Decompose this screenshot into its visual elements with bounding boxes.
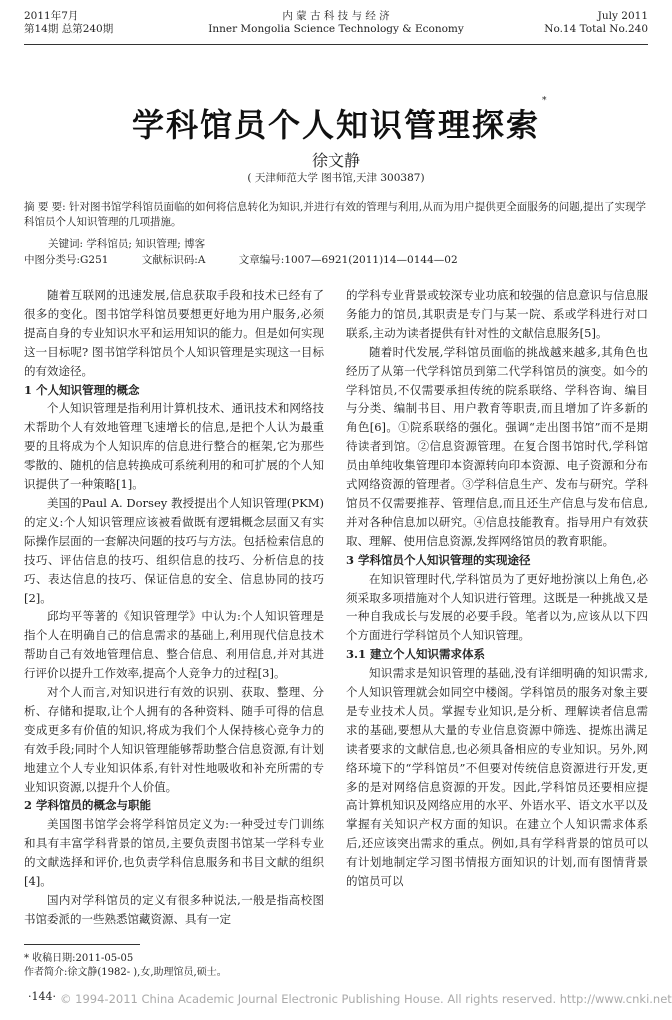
paragraph: 美国的Paul A. Dorsey 教授提出个人知识管理(PKM)的定义:个人知识管理应该被看做既有逻辑概念层面又有实际操作层面的一套解决问题的技巧与方法。包括检索信息的技巧、评估信息的技巧、组织信息的技巧、分析信息的技巧、表达信息的技巧、保证信息的安全、信息协同的技巧[2]。 (24, 495, 324, 605)
paragraph: 对个人而言,对知识进行有效的识别、获取、整理、分析、存储和提取,让个人拥有的各种资料、随手可得的信息变成更多有价值的知识,将成为我们个人保持核心竞争力的有效手段;同时个人知识管理能够帮助整合信息资源,有计划地建立个人专业知识体系,有针对性地吸收和补充所需的专业知识资源,以提升个人价值。 (24, 685, 324, 794)
paragraph: 国内对学科馆员的定义有很多种说法,一般是指高校图书馆委派的一些熟悉馆藏资源、具有一定 (24, 893, 324, 926)
paper-title: 学科馆员个人知识管理探索 (131, 106, 540, 144)
header-issue-en: No.14 Total No.240 (544, 23, 648, 35)
left-column (24, 286, 324, 929)
cnki-watermark: © 1994-2011 China Academic Journal Electronic Publishing House. All rights reserved. http://www.cnki.net (60, 992, 672, 1006)
clc-number: 中图分类号:G251 (24, 254, 109, 266)
article-number: 文章编号:1007—6921(2011)14—0144—02 (238, 254, 458, 266)
section-heading: 3 学科馆员个人知识管理的实现途径 (346, 552, 531, 567)
journal-name-en: Inner Mongolia Science Technology & Economy (208, 23, 464, 35)
journal-issue-en (544, 10, 648, 36)
header-issue-cn: 第14期 总第240期 (24, 23, 114, 35)
footnote-author-bio: 作者简介:徐文静(1982- ),女,助理馆员,硕士。 (24, 967, 227, 978)
header-date-cn: 2011年7月 (24, 10, 79, 22)
paragraph: 随着互联网的迅速发展,信息获取手段和技术已经有了很多的变化。图书馆学科馆员要想更好地为用户服务,必须提高自身的专业知识水平和运用知识的能力。但是如何实现这一目标呢? 图书馆学科馆员个人知识管理是实现这一目标的有效途径。 (24, 288, 324, 378)
classification-line (24, 253, 648, 268)
right-column (346, 286, 648, 891)
subsection-heading: 3.1 建立个人知识需求体系 (346, 647, 486, 662)
title-footnote-mark: * (542, 96, 547, 106)
footnote-received: * 收稿日期:2011-05-05 (24, 953, 134, 964)
page-number: ·144· (28, 990, 56, 1003)
header-rule (24, 44, 648, 45)
paragraph: 个人知识管理是指利用计算机技术、通讯技术和网络技术帮助个人有效地管理飞速增长的信息,是把个人认为最重要的且将成为个人知识库的信息进行整合的框架,它为那些零散的、随机的信息转换成可系统利用的和可扩展的个人知识提供了一种策略[1]。 (24, 401, 324, 492)
header-date-en: July 2011 (597, 10, 648, 22)
footnote-rule (24, 944, 140, 945)
paragraph: 在知识管理时代,学科馆员为了更好地扮演以上角色,必须采取多项措施对个人知识进行管理。这既是一种挑战又是一种自我成长与发展的必要手段。笔者以为,应该从以下四个方面进行学科馆员个人知识管理。 (346, 571, 648, 643)
paragraph: 知识需求是知识管理的基础,没有详细明确的知识需求,个人知识管理就会如同空中楼阁。学科馆员的服务对象主要是专业技术人员。掌握专业知识,是分析、理解读者信息需求的基础,要想从大量的专业信息资源中筛选、提炼出满足读者要求的文献信息,也必须具备相应的专业知识。另外,网络环境下的“学科馆员”不但要对传统信息资源进行开发,更多的是对网络信息资源的开发。因此,学科馆员还要相应提高计算机知识及网络应用的水平、外语水平、语文水平以及掌握有关知识产权方面的知识。在建立个人知识需求体系后,还应该突出需求的重点。例如,具有学科背景的馆员可以有计划地制定学习图书情报方面知识的计划,而有图情背景的馆员可以 (346, 666, 648, 889)
paragraph: 的学科专业背景或较深专业功底和较强的信息意识与信息服务能力的馆员,其职责是专门与某一院、系或学科进行对口联系,主动为读者提供有针对性的文献信息服务[5]。 (346, 288, 648, 340)
paragraph: 邱均平等著的《知识管理学》中认为:个人知识管理是指个人在明确自己的信息需求的基础上,利用现代信息技术帮助自己有效地管理信息、整合信息、利用信息,并对其进行评价以提升工作效率,提高个人竞争力的过程[3]。 (24, 609, 324, 681)
keywords: 关键词: 学科馆员; 知识管理; 博客 (48, 238, 206, 250)
section-heading: 2 学科馆员的概念与职能 (24, 798, 152, 813)
abstract: 摘 要 要: 针对图书馆学科馆员面临的如何将信息转化为知识,并进行有效的管理与利用,从而为用户提供更全面服务的问题,提出了实现学科馆员个人知识管理的几项措施。 (24, 201, 647, 228)
section-heading: 1 个人知识管理的概念 (24, 382, 140, 397)
author-name: 徐文静 (311, 151, 360, 170)
paragraph: 随着时代发展,学科馆员面临的挑战越来越多,其角色也经历了从第一代学科馆员到第二代学科馆员的演变。如今的学科馆员,不仅需要承担传统的院系联络、学科咨询、编目与分类、编制书目、用户教育等职责,而且增加了许多新的角色[6]。①院系联络的强化。强调“走出图书馆”而不是期待读者到馆。②信息资源管理。在复合图书馆时代,学科馆员由单纯收集管理印本资源转向印本资源、电子资源和分布式网络资源的管理者。③学科信息生产、发布与研究。学科馆员不仅需要推荐、管理信息,而且还生产信息与发布信息,并对各种信息加以研究。④信息技能教育。指导用户有效获取、理解、使用信息资源,发挥网络馆员的教育职能。 (346, 344, 648, 548)
author-affiliation: ( 天津师范大学 图书馆,天津 300387) (247, 172, 425, 184)
journal-name-cn: 内 蒙 古 科 技 与 经 济 (282, 10, 390, 22)
paragraph: 美国图书馆学会将学科馆员定义为:一种受过专门训练和具有丰富学科背景的馆员,主要负责图书馆某一学科专业的文献选择和评价,也负责学科信息服务和书目文献的组织[4]。 (24, 817, 324, 889)
document-code: 文献标识码:A (141, 254, 206, 266)
